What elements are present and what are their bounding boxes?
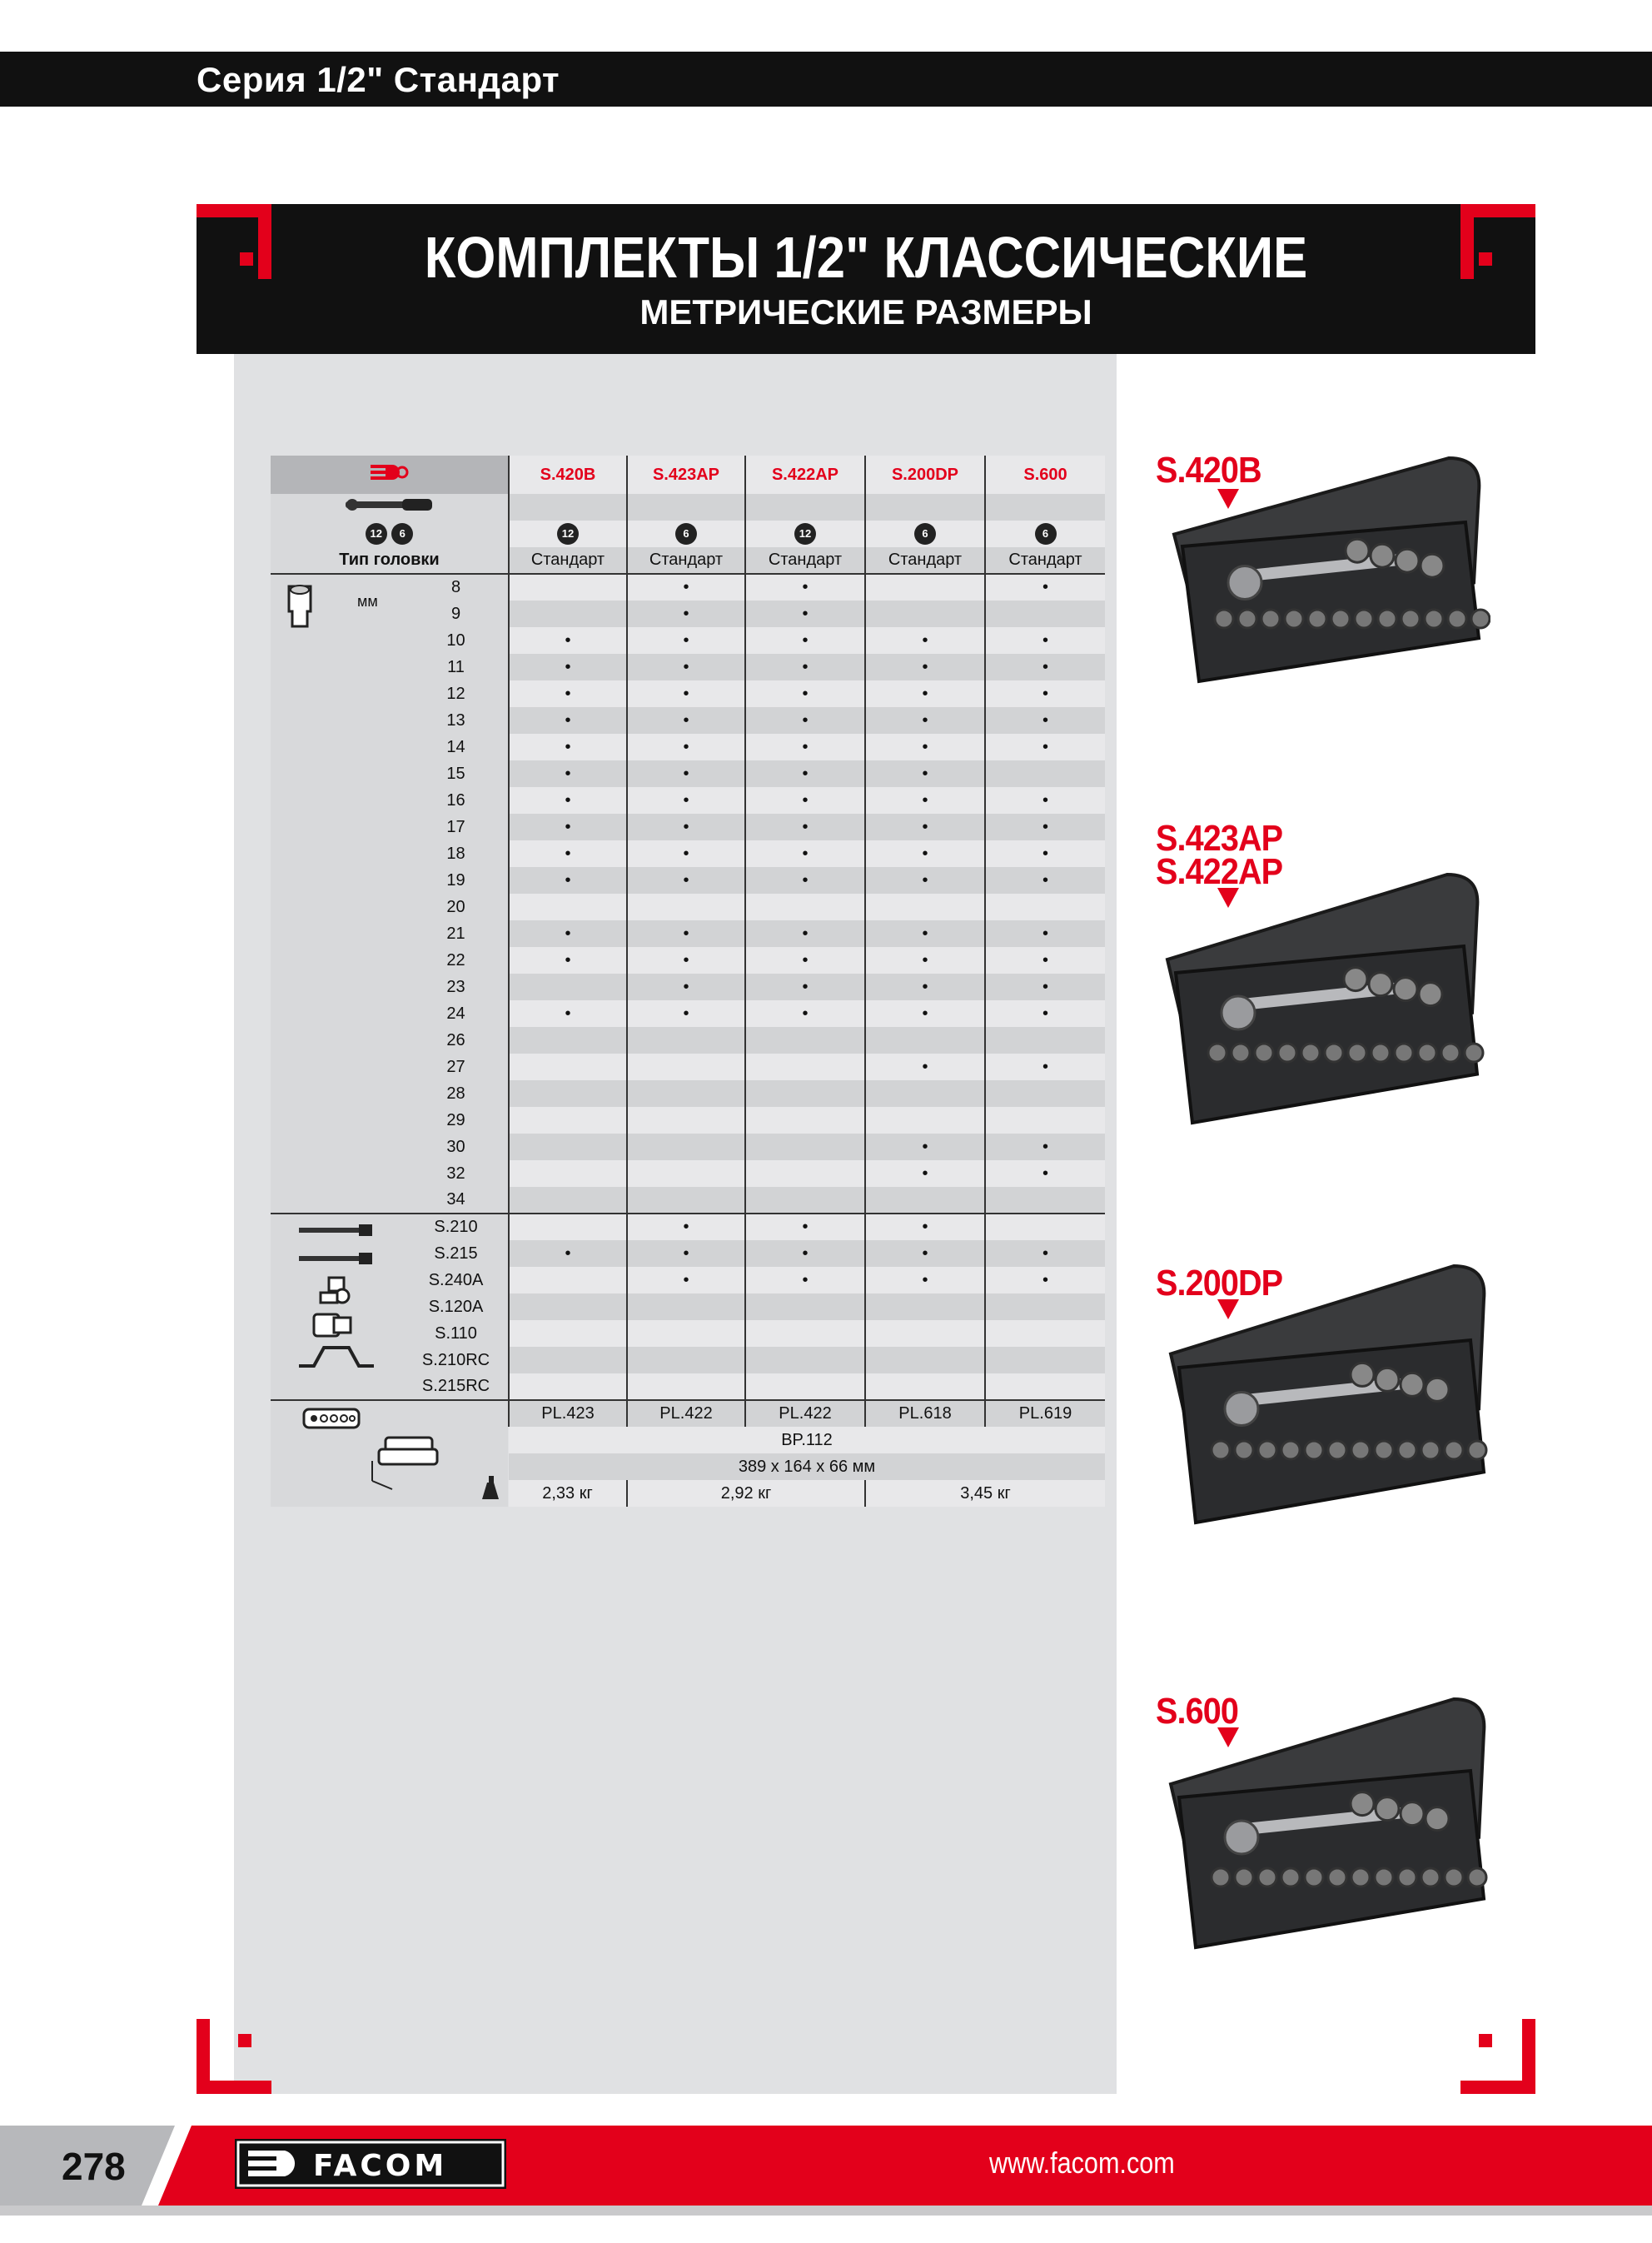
head-type-icon: 12: [509, 521, 627, 547]
size-label: 21: [404, 920, 509, 947]
inclusion-mark: •: [627, 627, 745, 654]
inclusion-mark: [865, 1320, 985, 1347]
inclusion-mark: [509, 1293, 627, 1320]
inclusion-mark: •: [985, 947, 1105, 974]
inclusion-mark: •: [509, 760, 627, 787]
accessory-icons: [271, 1214, 404, 1400]
size-label: 34: [404, 1187, 509, 1214]
title-banner: [197, 204, 1535, 354]
inclusion-mark: •: [745, 840, 865, 867]
column-header: S.422AP: [745, 456, 865, 494]
table-header-row: [271, 456, 1105, 494]
head-type-icon: 6: [985, 521, 1105, 547]
inclusion-mark: •: [745, 814, 865, 840]
inclusion-mark: •: [745, 734, 865, 760]
inclusion-mark: •: [865, 947, 985, 974]
page-subtitle: МЕТРИЧЕСКИЕ РАЗМЕРЫ: [639, 292, 1092, 331]
inclusion-mark: •: [865, 707, 985, 734]
inclusion-mark: [745, 1373, 865, 1400]
inclusion-mark: [985, 894, 1105, 920]
inclusion-mark: [865, 601, 985, 627]
inclusion-mark: •: [627, 707, 745, 734]
inclusion-mark: •: [865, 840, 985, 867]
inclusion-mark: •: [865, 1054, 985, 1080]
inclusion-mark: [627, 1320, 745, 1347]
inclusion-mark: [745, 1347, 865, 1373]
website-link[interactable]: www.facom.com: [989, 2146, 1175, 2180]
inclusion-mark: •: [509, 920, 627, 947]
ratchet-icon: [271, 494, 509, 521]
inclusion-mark: [865, 1373, 985, 1400]
inclusion-mark: •: [865, 1214, 985, 1240]
inclusion-mark: •: [745, 1240, 865, 1267]
column-header: S.420B: [509, 456, 627, 494]
inclusion-mark: [509, 1187, 627, 1214]
head-type-icon: 6: [627, 521, 745, 547]
weight-value: 3,45 кг: [865, 1480, 1105, 1507]
inclusion-mark: [627, 1347, 745, 1373]
size-label: 16: [404, 787, 509, 814]
corner-mark-top-left: [197, 204, 271, 279]
inclusion-mark: [985, 1320, 1105, 1347]
accessory-label: S.110: [404, 1320, 509, 1347]
tool-case-image: [1159, 866, 1489, 1137]
brand-name: FACOM: [313, 2149, 448, 2183]
head-type-value: Стандарт: [627, 547, 745, 574]
inclusion-mark: [509, 1320, 627, 1347]
page-number: 278: [62, 2145, 126, 2188]
accessory-label: S.210: [404, 1214, 509, 1240]
inclusion-mark: •: [627, 920, 745, 947]
inclusion-mark: •: [745, 680, 865, 707]
inclusion-mark: [509, 1214, 627, 1240]
inclusion-mark: [985, 1027, 1105, 1054]
accessory-label: S.240A: [404, 1267, 509, 1293]
inclusion-mark: •: [865, 974, 985, 1000]
inclusion-mark: •: [985, 1267, 1105, 1293]
accessory-label: S.120A: [404, 1293, 509, 1320]
inclusion-mark: •: [865, 814, 985, 840]
inclusion-mark: •: [627, 654, 745, 680]
inclusion-mark: [509, 1027, 627, 1054]
corner-mark-bottom-right: [1460, 2019, 1535, 2094]
inclusion-mark: [509, 1107, 627, 1134]
product-label: S.422AP: [1156, 851, 1283, 892]
inclusion-mark: [985, 601, 1105, 627]
inclusion-mark: [509, 1054, 627, 1080]
inclusion-mark: •: [745, 1214, 865, 1240]
inclusion-mark: •: [509, 707, 627, 734]
packaging-icons: [271, 1400, 509, 1507]
inclusion-mark: [865, 1107, 985, 1134]
inclusion-mark: •: [745, 760, 865, 787]
head-type-icon: 6: [865, 521, 985, 547]
table-row: [271, 521, 1105, 547]
inclusion-mark: [745, 1027, 865, 1054]
inclusion-mark: [985, 1214, 1105, 1240]
inclusion-mark: [509, 1160, 627, 1187]
inclusion-mark: •: [509, 947, 627, 974]
inclusion-mark: •: [985, 574, 1105, 601]
inclusion-mark: •: [985, 840, 1105, 867]
column-header: S.600: [985, 456, 1105, 494]
socket-icon: [271, 574, 404, 1214]
inclusion-mark: •: [865, 627, 985, 654]
inclusion-mark: •: [627, 814, 745, 840]
inclusion-mark: [627, 1373, 745, 1400]
inclusion-mark: •: [509, 1240, 627, 1267]
tool-case-image: [1162, 1691, 1495, 1961]
inclusion-mark: •: [985, 974, 1105, 1000]
inclusion-mark: •: [985, 787, 1105, 814]
head-type-icon: 12: [745, 521, 865, 547]
page-title: КОМПЛЕКТЫ 1/2" КЛАССИЧЕСКИЕ: [424, 225, 1308, 290]
inclusion-mark: [985, 1080, 1105, 1107]
head-type-label: Тип головки: [271, 547, 509, 574]
inclusion-mark: [865, 574, 985, 601]
size-row: [271, 574, 1105, 601]
inclusion-mark: •: [509, 1000, 627, 1027]
column-header: S.423AP: [627, 456, 745, 494]
inclusion-mark: [745, 1320, 865, 1347]
inclusion-mark: •: [627, 974, 745, 1000]
inclusion-mark: [865, 1187, 985, 1214]
inclusion-mark: [509, 1134, 627, 1160]
footer-bottom-strip: [0, 2206, 1652, 2216]
product-label: S.423AP: [1156, 818, 1283, 859]
inclusion-mark: •: [745, 627, 865, 654]
inclusion-mark: •: [509, 734, 627, 760]
table-row: [271, 494, 1105, 521]
size-label: 29: [404, 1107, 509, 1134]
inclusion-mark: [985, 1293, 1105, 1320]
table-cell: [509, 494, 627, 521]
inclusion-mark: [865, 894, 985, 920]
inclusion-mark: [509, 974, 627, 1000]
head-type-value: Стандарт: [745, 547, 865, 574]
inclusion-mark: •: [865, 1160, 985, 1187]
inclusion-mark: [985, 1107, 1105, 1134]
size-label: 30: [404, 1134, 509, 1160]
tray-value: PL.619: [985, 1400, 1105, 1427]
facom-logo-icon: [271, 456, 509, 494]
inclusion-mark: •: [865, 920, 985, 947]
size-label: 10: [404, 627, 509, 654]
inclusion-mark: •: [509, 787, 627, 814]
accessory-label: S.215RC: [404, 1373, 509, 1400]
size-label: 28: [404, 1080, 509, 1107]
size-label: 22: [404, 947, 509, 974]
head-type-value: Стандарт: [509, 547, 627, 574]
size-label: 27: [404, 1054, 509, 1080]
inclusion-mark: [509, 1347, 627, 1373]
size-label: 15: [404, 760, 509, 787]
series-header-bar: [0, 52, 1652, 107]
inclusion-mark: [627, 1160, 745, 1187]
inclusion-mark: [627, 1054, 745, 1080]
inclusion-mark: [509, 1267, 627, 1293]
inclusion-mark: •: [745, 867, 865, 894]
inclusion-mark: [985, 760, 1105, 787]
inclusion-mark: •: [985, 1054, 1105, 1080]
inclusion-mark: •: [985, 867, 1105, 894]
inclusion-mark: •: [509, 867, 627, 894]
tool-case-image: [1166, 450, 1490, 695]
inclusion-mark: •: [745, 947, 865, 974]
inclusion-mark: •: [985, 814, 1105, 840]
inclusion-mark: [745, 1054, 865, 1080]
size-label: 9: [404, 601, 509, 627]
inclusion-mark: •: [985, 627, 1105, 654]
inclusion-mark: •: [627, 947, 745, 974]
inclusion-mark: •: [865, 1134, 985, 1160]
inclusion-mark: •: [627, 601, 745, 627]
tray-value: PL.618: [865, 1400, 985, 1427]
inclusion-mark: •: [745, 974, 865, 1000]
size-label: 23: [404, 974, 509, 1000]
inclusion-mark: •: [509, 654, 627, 680]
size-label: 20: [404, 894, 509, 920]
weight-value: 2,92 кг: [627, 1480, 865, 1507]
inclusion-mark: •: [627, 787, 745, 814]
weight-value: 2,33 кг: [509, 1480, 627, 1507]
inclusion-mark: [627, 894, 745, 920]
size-label: 24: [404, 1000, 509, 1027]
spec-table: [271, 456, 1105, 1507]
inclusion-mark: •: [627, 734, 745, 760]
product-label: S.420B: [1156, 450, 1261, 491]
inclusion-mark: [985, 1373, 1105, 1400]
tray-value: PL.423: [509, 1400, 627, 1427]
size-label: 8: [404, 574, 509, 601]
inclusion-mark: [627, 1080, 745, 1107]
inclusion-mark: •: [865, 734, 985, 760]
inclusion-mark: [745, 1293, 865, 1320]
inclusion-mark: •: [745, 1267, 865, 1293]
inclusion-mark: •: [745, 654, 865, 680]
inclusion-mark: •: [865, 867, 985, 894]
inclusion-mark: •: [509, 680, 627, 707]
box-value: BP.112: [509, 1427, 1105, 1453]
accessory-row: [271, 1214, 1105, 1240]
inclusion-mark: •: [865, 1000, 985, 1027]
inclusion-mark: [745, 1187, 865, 1214]
inclusion-mark: •: [627, 574, 745, 601]
size-label: 13: [404, 707, 509, 734]
table-cell: [627, 494, 745, 521]
inclusion-mark: •: [985, 920, 1105, 947]
column-header: S.200DP: [865, 456, 985, 494]
inclusion-mark: •: [627, 1240, 745, 1267]
table-row: [271, 547, 1105, 574]
inclusion-mark: [509, 601, 627, 627]
inclusion-mark: •: [627, 760, 745, 787]
size-label: 18: [404, 840, 509, 867]
inclusion-mark: [865, 1347, 985, 1373]
table-cell: [745, 494, 865, 521]
inclusion-mark: •: [745, 601, 865, 627]
inclusion-mark: [745, 1080, 865, 1107]
inclusion-mark: •: [985, 1240, 1105, 1267]
table-cell: [985, 494, 1105, 521]
inclusion-mark: •: [985, 707, 1105, 734]
inclusion-mark: [985, 1187, 1105, 1214]
inclusion-mark: •: [627, 1000, 745, 1027]
inclusion-mark: •: [865, 760, 985, 787]
inclusion-mark: [865, 1080, 985, 1107]
inclusion-mark: [627, 1134, 745, 1160]
inclusion-mark: [509, 1373, 627, 1400]
inclusion-mark: •: [627, 680, 745, 707]
size-label: 11: [404, 654, 509, 680]
inclusion-mark: [865, 1293, 985, 1320]
size-label: 32: [404, 1160, 509, 1187]
head-type-value: Стандарт: [865, 547, 985, 574]
size-label: 17: [404, 814, 509, 840]
inclusion-mark: •: [865, 1267, 985, 1293]
inclusion-mark: •: [745, 574, 865, 601]
inclusion-mark: •: [627, 1214, 745, 1240]
inclusion-mark: •: [509, 814, 627, 840]
product-label: S.600: [1156, 1691, 1238, 1732]
inclusion-mark: •: [627, 1267, 745, 1293]
inclusion-mark: •: [509, 840, 627, 867]
facom-logo-icon: [235, 2139, 506, 2189]
inclusion-mark: •: [745, 787, 865, 814]
product-label: S.200DP: [1156, 1263, 1283, 1303]
inclusion-mark: •: [985, 680, 1105, 707]
inclusion-mark: •: [745, 1000, 865, 1027]
inclusion-mark: •: [985, 1000, 1105, 1027]
inclusion-mark: [745, 1160, 865, 1187]
tray-row: [271, 1400, 1105, 1427]
inclusion-mark: [509, 1080, 627, 1107]
series-title: Серия 1/2" Стандарт: [197, 60, 560, 99]
accessory-label: S.215: [404, 1240, 509, 1267]
inclusion-mark: [509, 574, 627, 601]
tool-case-image: [1162, 1258, 1495, 1537]
head-type-value: Стандарт: [985, 547, 1105, 574]
size-label: 26: [404, 1027, 509, 1054]
inclusion-mark: •: [985, 654, 1105, 680]
inclusion-mark: •: [627, 867, 745, 894]
corner-mark-top-right: [1460, 204, 1535, 279]
dimensions-value: 389 x 164 x 66 мм: [509, 1453, 1105, 1480]
size-label: 19: [404, 867, 509, 894]
inclusion-mark: [627, 1107, 745, 1134]
inclusion-mark: [865, 1027, 985, 1054]
inclusion-mark: •: [985, 1134, 1105, 1160]
footer-bar: [0, 2126, 1652, 2206]
inclusion-mark: •: [865, 787, 985, 814]
inclusion-mark: [745, 894, 865, 920]
inclusion-mark: •: [745, 707, 865, 734]
size-label: 14: [404, 734, 509, 760]
inclusion-mark: [745, 1134, 865, 1160]
inclusion-mark: •: [745, 920, 865, 947]
size-label: 12: [404, 680, 509, 707]
accessory-label: S.210RC: [404, 1347, 509, 1373]
inclusion-mark: [985, 1347, 1105, 1373]
tray-value: PL.422: [745, 1400, 865, 1427]
unit-label: мм: [357, 593, 378, 610]
inclusion-mark: [627, 1187, 745, 1214]
inclusion-mark: •: [865, 1240, 985, 1267]
inclusion-mark: [627, 1027, 745, 1054]
table-cell: [865, 494, 985, 521]
head-type-icons: 12 6: [271, 521, 509, 547]
inclusion-mark: •: [509, 627, 627, 654]
corner-mark-bottom-left: [197, 2019, 271, 2094]
inclusion-mark: •: [985, 1160, 1105, 1187]
tray-value: PL.422: [627, 1400, 745, 1427]
inclusion-mark: •: [865, 654, 985, 680]
inclusion-mark: [627, 1293, 745, 1320]
inclusion-mark: [745, 1107, 865, 1134]
inclusion-mark: •: [985, 734, 1105, 760]
inclusion-mark: •: [627, 840, 745, 867]
inclusion-mark: •: [865, 680, 985, 707]
inclusion-mark: [509, 894, 627, 920]
